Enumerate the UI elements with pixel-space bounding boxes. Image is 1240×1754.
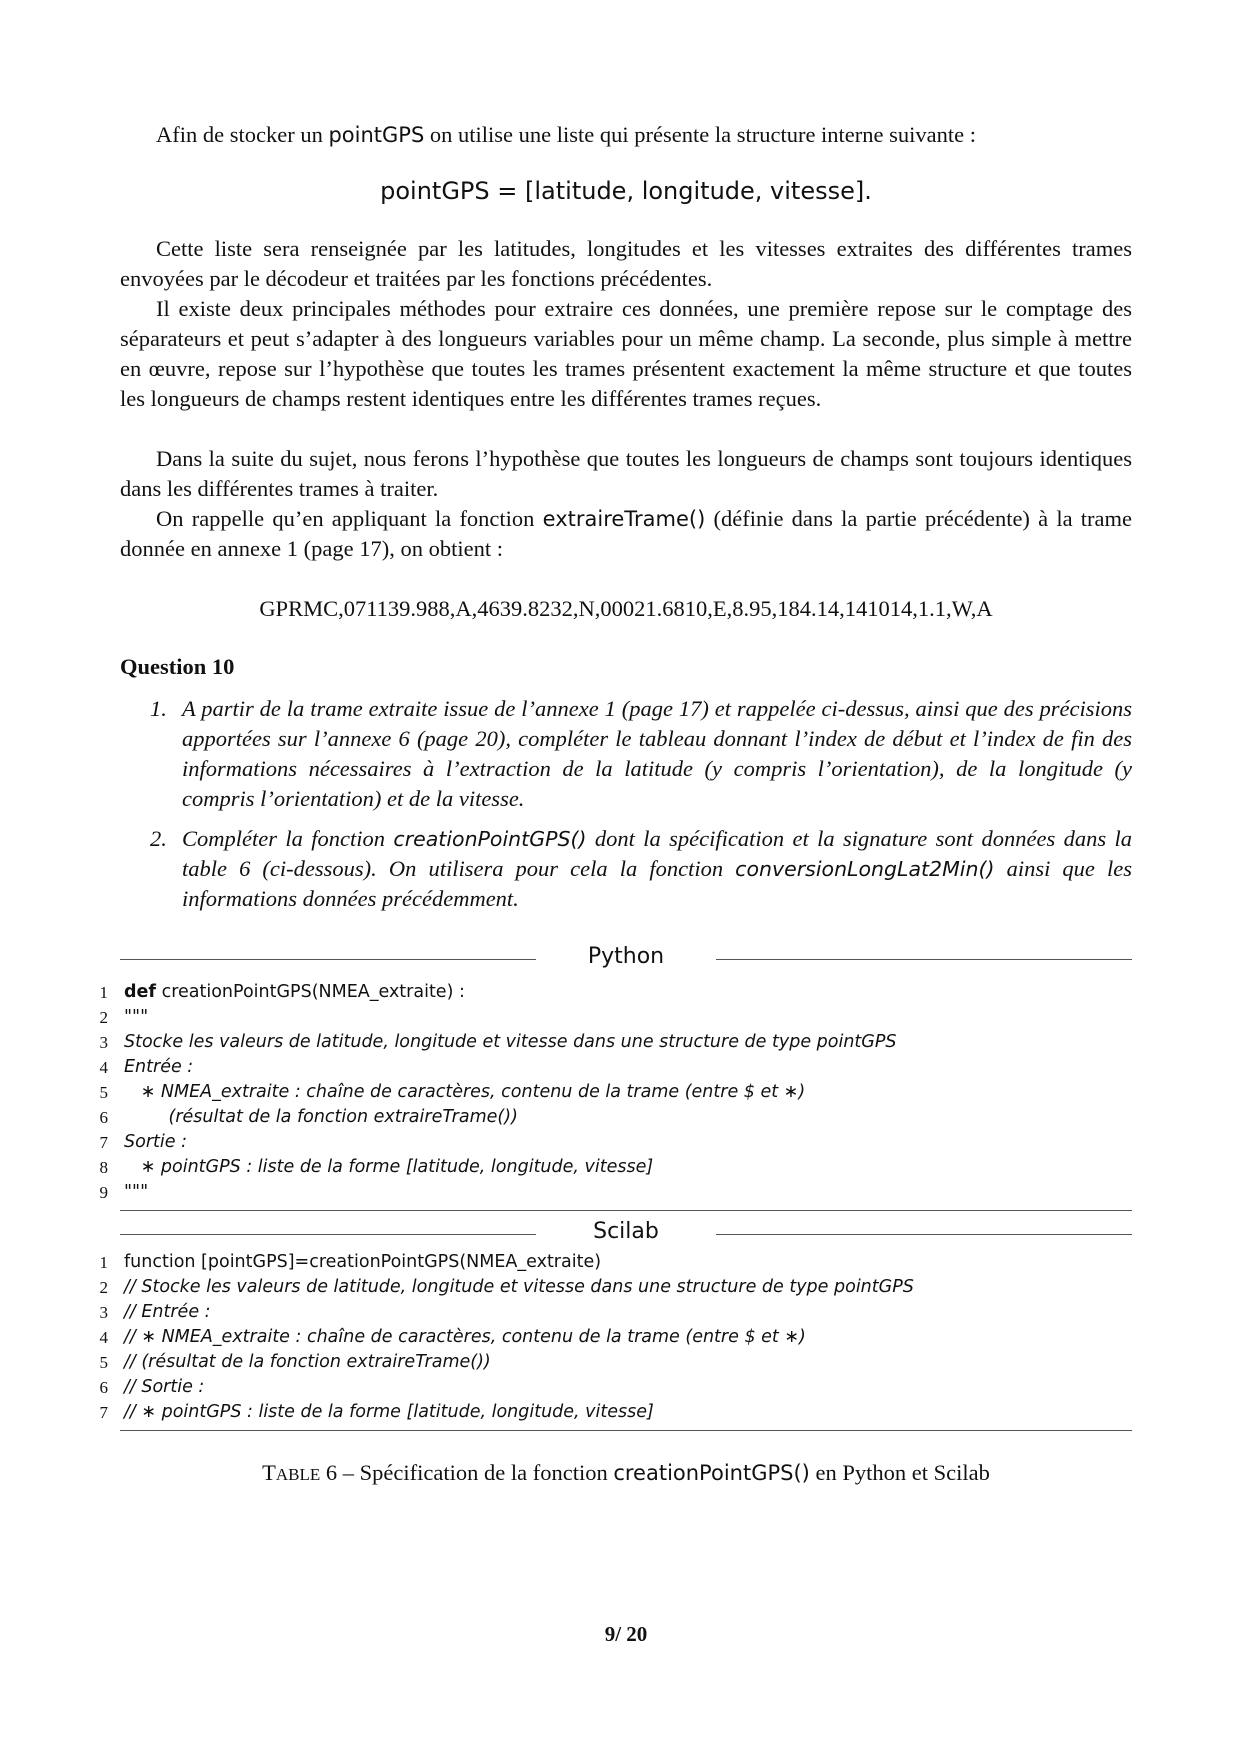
comment: (résultat de la fonction extraireTrame()) <box>124 1107 518 1127</box>
python-listing-header <box>120 944 1132 974</box>
comment: Stocke les valeurs de latitude, longitude et vitesse dans une structure de type pointGPS <box>124 1032 897 1052</box>
code-text <box>124 1180 148 1205</box>
comment: ∗ pointGPS : liste de la forme [latitude, longitude, vitesse] <box>124 1157 654 1177</box>
comment: ∗ NMEA_extraite : chaîne de caractères, contenu de la trame (entre $ et ∗) <box>124 1082 806 1102</box>
line-number: 2 <box>99 1008 108 1027</box>
inline-code-creationpointgps: creationPointGPS() <box>613 1461 810 1485</box>
line-number: 7 <box>99 1133 108 1152</box>
python-code-line <box>99 1080 1132 1105</box>
line-number: 4 <box>99 1328 108 1347</box>
item-text: A partir de la trame extraite issue de l’annexe 1 (page 17) et rappelée ci-dessus, ainsi que des précisions apportées sur l’annexe 6 (page 20), compléter le tableau donnant l’index de début et l’index de fin des informations nécessaires à l’extraction de la latitude (y compris l’orientation), de la longitude (y compris l’orientation) et de la vitesse. <box>182 696 1132 811</box>
scilab-code-listing <box>99 1250 1132 1425</box>
intro-paragraph-1: Afin de stocker un pointGPS on utilise une liste qui présente la structure interne suivante : <box>156 122 977 147</box>
page-number: 9/ 20 <box>604 1622 648 1646</box>
intro-paragraph-3: Il existe deux principales méthodes pour extraire ces données, une première repose sur le comptage des séparateurs et peut s’adapter à des longueurs variables pour un même champ. La seconde, plus simple à mettre en œuvre, repose sur l’hypothèse que toutes les trames présentent exactement la même structure et que toutes les longueurs de champs restent identiques entre les différentes trames reçues. <box>120 296 1132 411</box>
item-number: 1. <box>150 696 167 721</box>
line-number: 7 <box>99 1403 108 1422</box>
code-text <box>124 1080 805 1105</box>
scilab-code-line <box>99 1400 1132 1425</box>
comment: // ∗ NMEA_extraite : chaîne de caractères, contenu de la trame (entre $ et ∗) <box>124 1327 806 1347</box>
inline-code-pointgps: pointGPS <box>328 123 425 147</box>
question-item-2 <box>150 824 1132 914</box>
line-number: 1 <box>99 983 108 1002</box>
python-code-line <box>99 1105 1132 1130</box>
python-code-line <box>99 980 1132 1005</box>
scilab-code-line <box>99 1275 1132 1300</box>
header-rule-right <box>716 959 1132 960</box>
comment: // Stocke les valeurs de latitude, longitude et vitesse dans une structure de type pointGPS <box>124 1277 914 1297</box>
comment: // Entrée : <box>124 1302 211 1322</box>
comment: """ <box>124 1182 149 1202</box>
inline-code-extrairetrame: extraireTrame() <box>542 507 706 531</box>
question-item-1 <box>150 694 1132 814</box>
intro-paragraph-5: On rappelle qu’en appliquant la fonction extraireTrame() (définie dans la partie précédente) à la trame donnée en annexe 1 (page 17), on obtient : <box>120 506 1132 561</box>
scilab-code-line <box>99 1325 1132 1350</box>
intro-paragraph-2: Cette liste sera renseignée par les latitudes, longitudes et les vitesses extraites des différentes trames envoyées par le décodeur et traitées par les fonctions précédentes. <box>120 236 1132 291</box>
comment: // (résultat de la fonction extraireTrame()) <box>124 1352 491 1372</box>
inline-code-conversionlonglat2min: conversionLongLat2Min() <box>735 857 995 881</box>
comment: // ∗ pointGPS : liste de la forme [latitude, longitude, vitesse] <box>124 1402 654 1422</box>
line-number: 5 <box>99 1083 108 1102</box>
inline-code-creationpointgps: creationPointGPS() <box>393 827 587 851</box>
code-text <box>124 1155 653 1180</box>
code-text <box>124 1400 654 1425</box>
pointgps-formula: pointGPS = [latitude, longitude, vitesse]. <box>380 177 872 205</box>
line-number: 6 <box>99 1378 108 1397</box>
code-text: def creationPointGPS(NMEA_extraite) : <box>124 982 465 1002</box>
comment: Entrée : <box>124 1057 194 1077</box>
line-number: 1 <box>99 1253 108 1272</box>
scilab-code-line <box>99 1250 1132 1275</box>
keyword: def <box>124 982 157 1002</box>
comment: Sortie : <box>124 1132 187 1152</box>
line-number: 4 <box>99 1058 108 1077</box>
code-text: function [pointGPS]=creationPointGPS(NMEA_extraite) <box>124 1252 602 1272</box>
python-listing-end-rule <box>120 1210 1132 1211</box>
scilab-code-line <box>99 1350 1132 1375</box>
code-text <box>124 1375 204 1400</box>
code-text <box>124 1325 806 1350</box>
python-code-line <box>99 1155 1132 1180</box>
python-code-line <box>99 1055 1132 1080</box>
code-text <box>124 1130 187 1155</box>
intro-paragraph-4: Dans la suite du sujet, nous ferons l’hypothèse que toutes les longueurs de champs sont toujours identiques dans les différentes trames à traiter. <box>120 446 1132 501</box>
scilab-code-line <box>99 1375 1132 1400</box>
extracted-frame: GPRMC,071139.988,A,4639.8232,N,00021.6810,E,8.95,184.14,141014,1.1,W,A <box>259 596 993 621</box>
python-code-line <box>99 1005 1132 1030</box>
line-number: 2 <box>99 1278 108 1297</box>
comment: // Sortie : <box>124 1377 205 1397</box>
code-text <box>124 1005 148 1030</box>
python-code-listing <box>99 980 1132 1205</box>
question-title: Question 10 <box>120 654 235 679</box>
code-text <box>124 1055 193 1080</box>
code-text <box>124 1105 518 1130</box>
scilab-label: Scilab <box>593 1219 659 1244</box>
code-text <box>124 1300 211 1325</box>
line-number: 3 <box>99 1033 108 1052</box>
code-text <box>124 1030 897 1055</box>
line-number: 9 <box>99 1183 108 1202</box>
code-text <box>124 1350 491 1375</box>
scilab-listing-end-rule <box>120 1430 1132 1431</box>
python-code-line <box>99 1130 1132 1155</box>
line-number: 3 <box>99 1303 108 1322</box>
line-number: 6 <box>99 1108 108 1127</box>
line-number: 5 <box>99 1353 108 1372</box>
python-label: Python <box>587 944 665 969</box>
python-code-line <box>99 1030 1132 1055</box>
item-number: 2. <box>150 826 167 851</box>
scilab-listing-header <box>120 1219 1132 1249</box>
table-caption: TABLE 6 – Spécification de la fonction creationPointGPS() en Python et Scilab <box>262 1460 990 1485</box>
code-text <box>124 1275 914 1300</box>
comment: """ <box>124 1007 149 1027</box>
line-number: 8 <box>99 1158 108 1177</box>
item-text: Compléter la fonction creationPointGPS() dont la spécification et la signature sont données dans la table 6 (ci-dessous). On utilisera pour cela la fonction conversionLongLat2Min() ainsi que les informations données précédemment. <box>182 826 1133 911</box>
header-rule-right <box>716 1234 1132 1235</box>
python-code-line <box>99 1180 1132 1205</box>
scilab-code-line <box>99 1300 1132 1325</box>
